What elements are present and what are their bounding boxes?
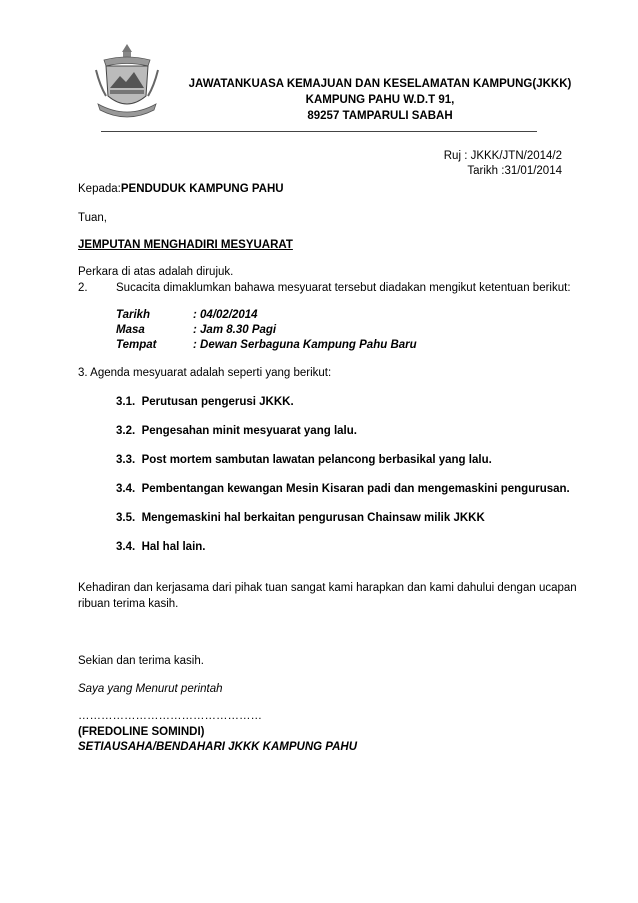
signatory-title: SETIAUSAHA/BENDAHARI JKKK KAMPUNG PAHU [78,741,357,753]
detail-value-tarikh: : 04/02/2014 [193,309,258,321]
agenda-item: 3.2. Pengesahan minit mesyuarat yang lalu. [116,425,357,437]
sekian-text: Sekian dan terima kasih. [78,655,204,667]
header-divider [101,131,537,132]
detail-value-tempat: : Dewan Serbaguna Kampung Pahu Baru [193,339,417,351]
agenda-item: 3.5. Mengemaskini hal berkaitan pengurusan Chainsaw milik JKKK [116,512,485,524]
detail-label-masa: Masa [116,324,145,336]
crest-logo [92,40,162,120]
paragraph-1: Perkara di atas adalah dirujuk. [78,266,234,278]
agenda-item: 3.1. Perutusan pengerusi JKKK. [116,396,294,408]
detail-label-tarikh: Tarikh [116,309,151,321]
paragraph-2-number: 2. [78,282,88,294]
paragraph-3: 3. Agenda mesyuarat adalah seperti yang berikut: [78,367,332,379]
signatory-name: (FREDOLINE SOMINDI) [78,726,205,738]
subject-heading: JEMPUTAN MENGHADIRI MESYUARAT [78,239,293,251]
detail-label-tempat: Tempat [116,339,157,351]
agenda-item: 3.4. Hal hal lain. [116,541,206,553]
org-name: JAWATANKUASA KEMAJUAN DAN KESELAMATAN KAMPUNG(JKKK) [188,78,572,90]
recipient-value: PENDUDUK KAMPUNG PAHU [120,183,284,195]
closing-line-1: Kehadiran dan kerjasama dari pihak tuan sangat kami harapkan dan kami dahului dengan ucapan [78,582,577,594]
org-address-line1: KAMPUNG PAHU W.D.T 91, [305,94,455,106]
org-address-line2: 89257 TAMPARULI SABAH [307,110,453,122]
saya-menurut-perintah: Saya yang Menurut perintah [78,683,223,695]
paragraph-2-text: Sucacita dimaklumkan bahawa mesyuarat tersebut diadakan mengikut ketentuan berikut: [116,282,571,294]
closing-line-2: ribuan terima kasih. [78,598,179,610]
recipient-line [78,183,284,195]
agenda-item: 3.4. Pembentangan kewangan Mesin Kisaran padi dan mengemaskini pengurusan. [116,483,570,495]
salutation: Tuan, [78,212,107,224]
letter-date: Tarikh :31/01/2014 [467,165,562,177]
agenda-item: 3.3. Post mortem sambutan lawatan pelancong berbasikal yang lalu. [116,454,492,466]
signature-line: ………………………………………… [78,710,262,722]
detail-value-masa: : Jam 8.30 Pagi [193,324,277,336]
recipient-label: Kepada: [78,183,121,195]
reference-number: Ruj : JKKK/JTN/2014/2 [443,150,562,162]
